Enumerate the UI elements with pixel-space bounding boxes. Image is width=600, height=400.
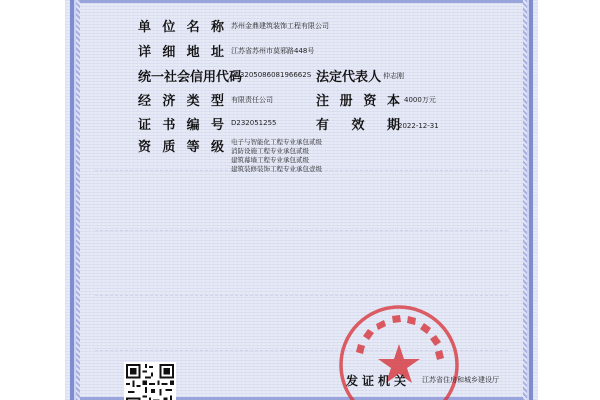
issuer-label: 发证机关 [346, 374, 411, 388]
validity-value: 2022-12-31 [398, 122, 439, 130]
qualification-label: 资 质 等 级 [138, 140, 224, 155]
qualification-item: 消防设施工程专业承包贰级 [231, 147, 309, 155]
econ-type-value: 有限责任公司 [231, 96, 273, 104]
watermark-line [95, 230, 508, 251]
validity-label: 有 效 期 [316, 118, 400, 133]
qualification-item: 建筑装修装饰工程专业承包壹级 [231, 165, 322, 173]
qualification-item: 建筑幕墙工程专业承包贰级 [231, 156, 309, 164]
address-label: 详 细 地 址 [138, 45, 224, 60]
legal-rep-label: 法 定 代 表 人 [316, 70, 382, 85]
credit-code-label: 统一社会信用代码 [138, 70, 243, 85]
issuer-value: 江苏省住房和城乡建设厅 [422, 376, 499, 384]
qr-code-icon [124, 362, 176, 400]
legal-rep-value: 仲志刚 [383, 72, 404, 80]
capital-label: 注 册 资 本 [316, 94, 400, 109]
qualification-list [231, 138, 322, 174]
econ-type-label: 经 济 类 型 [138, 94, 224, 109]
cert-no-label: 证 书 编 号 [138, 118, 224, 133]
company-name-label: 单 位 名 称 [138, 20, 224, 35]
qualification-item: 电子与智能化工程专业承包贰级 [231, 138, 322, 146]
certificate-sheet [65, 0, 538, 400]
company-name-value: 苏州金鼎建筑装饰工程有限公司 [231, 22, 329, 30]
credit-code-value: 91320508608196662S [231, 71, 312, 79]
cert-no-value: D232051255 [231, 119, 277, 127]
capital-value: 4000万元 [404, 96, 436, 104]
address-value: 江苏省苏州市莫邪路448号 [231, 47, 315, 55]
